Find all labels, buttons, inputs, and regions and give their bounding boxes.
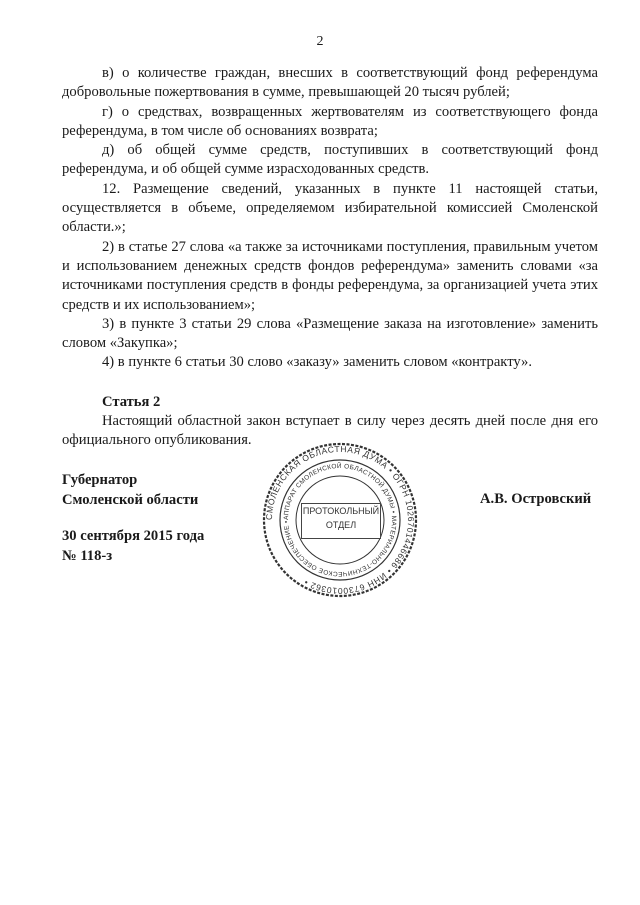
article-title: Статья 2 [102, 393, 161, 410]
seal-center [301, 503, 381, 539]
paragraph: в) о количестве граждан, внесших в соответствующий фонд референдума добровольные пожертвования в сумме, превышающей 20 тысяч рублей; [62, 65, 598, 101]
paragraph: 12. Размещение сведений, указанных в пункте 11 настоящей статьи, осуществляется в объеме, определяемом избирательной комиссией Смоленской области.»; [62, 180, 598, 236]
signature-block [62, 470, 204, 566]
seal-outer-text: СМОЛЕНСКАЯ ОБЛАСТНАЯ ДУМА • ОГРН 1026701446686 • ИНН 6730010362 • [263, 443, 417, 597]
page-number: 2 [316, 34, 324, 49]
signatory-name: А.В. Островский [480, 491, 592, 507]
official-seal [262, 442, 418, 598]
paragraph: г) о средствах, возвращенных жертвователям из соответствующего фонда референдума, в том числе об основаниях возврата; [62, 103, 598, 139]
seal-inner-text: АППАРАТ СМОЛЕНСКОЙ ОБЛАСТНОЙ ДУМЫ • МАТЕРИАЛЬНО-ТЕХНИЧЕСКОЕ ОБЕСПЕЧЕНИЕ • [282, 462, 398, 578]
signatory-position: Губернатор [62, 472, 138, 488]
seal-center-line: ПРОТОКОЛЬНЫЙ [302, 506, 380, 516]
paragraph: 3) в пункте 3 статьи 29 слова «Размещение заказа на изготовление» заменить словом «Закупка»; [62, 315, 598, 352]
signatory-region: Смоленской области [62, 492, 199, 508]
paragraph: 2) в статье 27 слова «а также за источниками поступления, правильным учетом и использованием денежных средств фондов референдума» заменить словами «за источниками поступления средств в фонды референдума, за организацией учета этих средств и их использованием»; [62, 238, 598, 313]
article-text: Настоящий областной закон вступает в силу через десять дней после дня его официального опубликования. [62, 413, 598, 449]
signing-date: 30 сентября 2015 года [62, 528, 205, 544]
seal-center-line: ОТДЕЛ [325, 520, 357, 530]
paragraph: д) об общей сумме средств, поступивших в соответствующий фонд референдума, и об общей сумме израсходованных средств. [62, 142, 598, 178]
law-number: № 118-з [62, 548, 113, 564]
paragraph: 4) в пункте 6 статьи 30 слово «заказу» заменить словом «контракту». [102, 354, 532, 371]
law-text [62, 64, 598, 451]
